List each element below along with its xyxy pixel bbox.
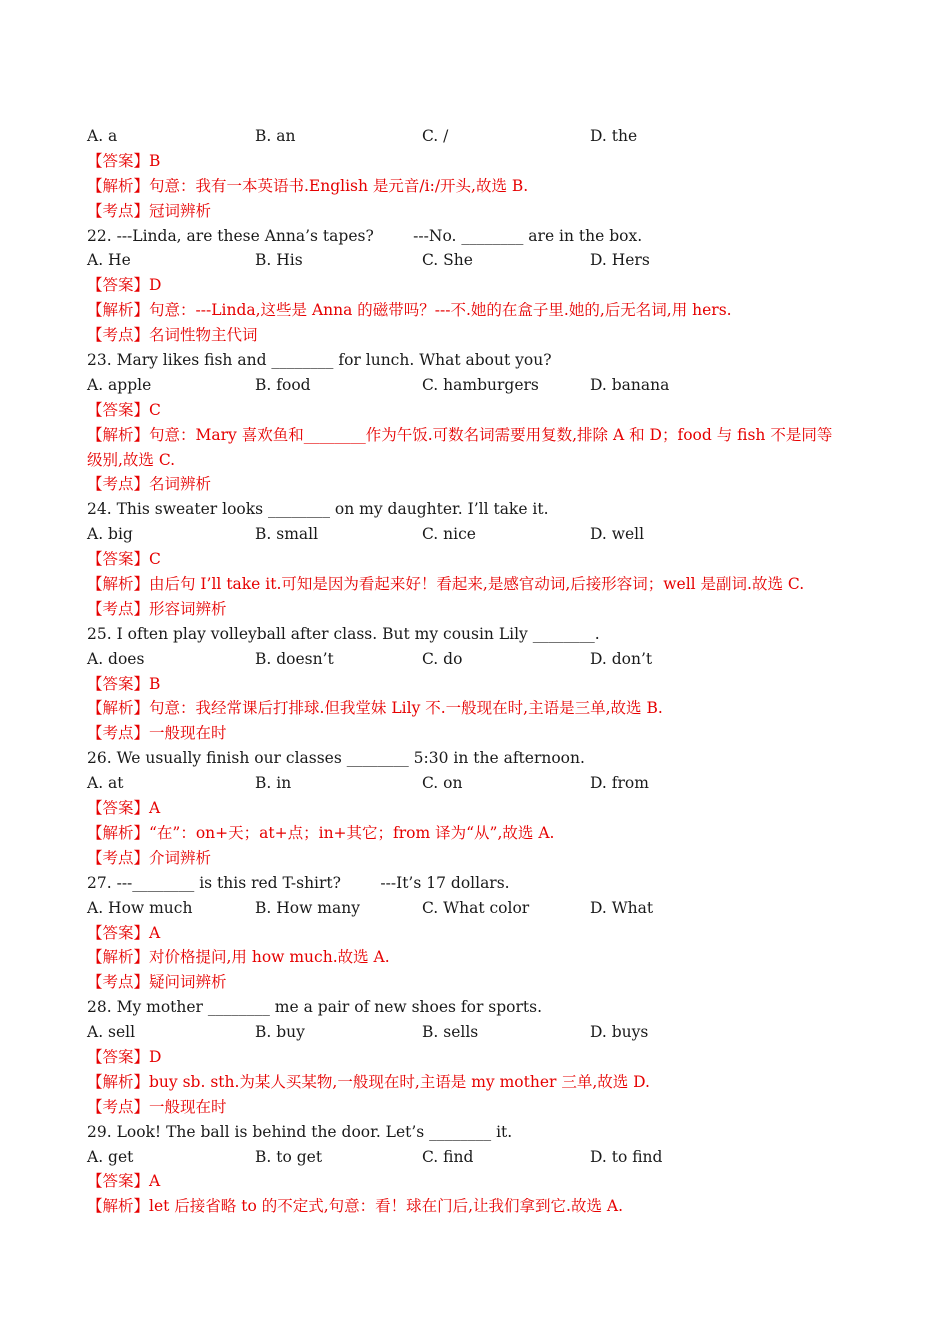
q23-option-c: C. hamburgers bbox=[422, 375, 539, 394]
q29-option-d: D. to find bbox=[590, 1147, 663, 1166]
q23-option-d: D. banana bbox=[590, 375, 670, 394]
q28-answer: 【答案】D bbox=[87, 1047, 162, 1066]
q29-answer: 【答案】A bbox=[87, 1172, 161, 1191]
q26-analysis: 【解析】“在”：on+天；at+点；in+其它；from 译为“从”,故选 A. bbox=[87, 823, 555, 842]
q28-options bbox=[87, 1020, 877, 1045]
q22-options bbox=[87, 248, 877, 273]
q22-option-c: C. She bbox=[422, 251, 473, 270]
q26-option-c: C. on bbox=[422, 774, 463, 793]
q27-analysis: 【解析】对价格提问,用 how much.故选 A. bbox=[87, 948, 390, 967]
q21-option-c: C. / bbox=[422, 127, 449, 145]
q28-option-d: D. buys bbox=[590, 1023, 649, 1042]
q27-option-b: B. How many bbox=[255, 898, 360, 917]
q26-option-d: D. from bbox=[590, 774, 649, 793]
q22-analysis: 【解析】句意：---Linda,这些是 Anna 的磁带吗？---不.她的在盒子里.她的,后无名词,用 hers. bbox=[87, 301, 732, 320]
q27-option-c: C. What color bbox=[422, 898, 530, 917]
q25-option-c: C. do bbox=[422, 649, 463, 668]
q22-option-d: D. Hers bbox=[590, 251, 650, 270]
q21-option-a: A. a bbox=[87, 127, 118, 145]
q29-question: 29. Look! The ball is behind the door. Let’s ________ it. bbox=[87, 1122, 513, 1141]
q21-point: 【考点】冠词辨析 bbox=[87, 201, 212, 220]
q29-options bbox=[87, 1145, 877, 1170]
q25-option-d: D. don’t bbox=[590, 649, 653, 668]
q24-question: 24. This sweater looks ________ on my daughter. I’ll take it. bbox=[87, 500, 549, 519]
q24-options bbox=[87, 522, 877, 547]
q26-options bbox=[87, 771, 877, 796]
q24-option-b: B. small bbox=[255, 525, 319, 544]
q28-option-c: B. sells bbox=[422, 1023, 479, 1042]
q25-answer: 【答案】B bbox=[87, 674, 161, 693]
q27-question: 27. ---________ is this red T-shirt? ---It’s 17 dollars. bbox=[87, 873, 510, 892]
q23-answer: 【答案】C bbox=[87, 400, 161, 419]
q28-option-b: B. buy bbox=[255, 1023, 305, 1042]
q23-options bbox=[87, 373, 877, 398]
q27-option-d: D. What bbox=[590, 898, 654, 917]
q24-point: 【考点】形容词辨析 bbox=[87, 599, 227, 618]
q21-analysis: 【解析】句意：我有一本英语书.English 是元音/i:/开头,故选 B. bbox=[87, 176, 529, 195]
question-list bbox=[87, 124, 877, 1219]
q22-option-b: B. His bbox=[255, 251, 303, 270]
q21-answer: 【答案】B bbox=[87, 151, 161, 170]
q25-question: 25. I often play volleyball after class. But my cousin Lily ________. bbox=[87, 624, 600, 643]
q27-point: 【考点】疑问词辨析 bbox=[87, 973, 227, 992]
q25-analysis: 【解析】句意：我经常课后打排球.但我堂妹 Lily 不.一般现在时,主语是三单,故选 B. bbox=[87, 699, 663, 718]
q27-answer: 【答案】A bbox=[87, 923, 161, 942]
q21-options bbox=[87, 124, 877, 149]
q23-point: 【考点】名词辨析 bbox=[87, 475, 212, 494]
q23-option-a: A. apple bbox=[87, 375, 152, 394]
q24-answer: 【答案】C bbox=[87, 550, 161, 569]
q28-question: 28. My mother ________ me a pair of new shoes for sports. bbox=[87, 998, 543, 1017]
q23-analysis-line-2: 级别,故选 C. bbox=[87, 450, 176, 469]
q26-answer: 【答案】A bbox=[87, 799, 161, 818]
q21-option-b: B. an bbox=[255, 127, 296, 145]
q21-option-d: D. the bbox=[590, 127, 638, 145]
q26-option-a: A. at bbox=[87, 774, 124, 793]
q26-point: 【考点】介词辨析 bbox=[87, 848, 212, 867]
q23-option-b: B. food bbox=[255, 375, 311, 394]
q25-point: 【考点】一般现在时 bbox=[87, 724, 227, 743]
q23-analysis-line-1: 【解析】句意：Mary 喜欢鱼和________作为午饭.可数名词需要用复数,排除 A 和 D；food 与 fish 不是同等 bbox=[87, 425, 833, 444]
q24-option-d: D. well bbox=[590, 525, 645, 544]
q29-option-c: C. find bbox=[422, 1147, 474, 1166]
q24-analysis: 【解析】由后句 I’ll take it.可知是因为看起来好！看起来,是感官动词,后接形容词；well 是副词.故选 C. bbox=[87, 575, 805, 594]
q25-option-a: A. does bbox=[87, 649, 145, 668]
q24-option-c: C. nice bbox=[422, 525, 476, 544]
q27-option-a: A. How much bbox=[87, 898, 193, 917]
q22-answer: 【答案】D bbox=[87, 276, 162, 295]
q29-analysis: 【解析】let 后接省略 to 的不定式,句意：看！球在门后,让我们拿到它.故选 A. bbox=[87, 1197, 624, 1216]
q24-option-a: A. big bbox=[87, 525, 133, 544]
q25-option-b: B. doesn’t bbox=[255, 649, 334, 668]
q22-point: 【考点】名词性物主代词 bbox=[87, 326, 258, 345]
q26-option-b: B. in bbox=[255, 774, 292, 793]
q29-option-b: B. to get bbox=[255, 1147, 323, 1166]
q27-options bbox=[87, 896, 877, 921]
q26-question: 26. We usually finish our classes ________ 5:30 in the afternoon. bbox=[87, 749, 585, 768]
q22-question: 22. ---Linda, are these Anna’s tapes? ---No. ________ are in the box. bbox=[87, 226, 643, 245]
q28-option-a: A. sell bbox=[87, 1023, 136, 1042]
q22-option-a: A. He bbox=[87, 251, 131, 270]
q25-options bbox=[87, 647, 877, 672]
q28-analysis: 【解析】buy sb. sth.为某人买某物,一般现在时,主语是 my mother 三单,故选 D. bbox=[87, 1072, 650, 1091]
q29-option-a: A. get bbox=[87, 1147, 134, 1166]
q28-point: 【考点】一般现在时 bbox=[87, 1097, 227, 1116]
q23-question: 23. Mary likes fish and ________ for lunch. What about you? bbox=[87, 351, 552, 370]
